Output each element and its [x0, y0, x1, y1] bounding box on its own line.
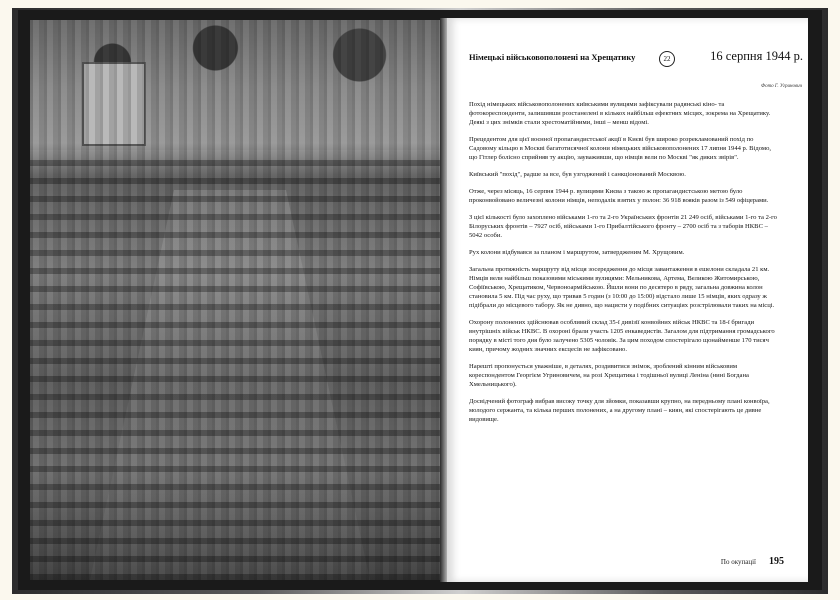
paragraph: Прецедентом для цієї воєнної пропагандистської акції в Києві був широко розрекламований похід по Садовому кільцю в Москві багатотисячної колони німецьких військовополонених 17 липня 1944 р. Відомо, що Гітлер болісно сприйняв ту акцію, зауваживши, що німців вели по Москві "як диких звірів". [469, 136, 772, 161]
page-header [469, 49, 803, 68]
text-page [447, 18, 808, 582]
photo-credit: Фото Г. Угринович [761, 84, 802, 89]
paragraph: Похід німецьких військовополонених київськими вулицями зафіксували радянські кіно- та фотокореспонденти, залишивши розстанелені в кількох найбільш ефектних місцях, зокрема на Хрещатику. Деякі з цих знімків стали хрестоматійними, інші – менш відомі. [469, 101, 771, 126]
paragraph: Досвідчений фотограф вибрав високу точку для зйомки, показавши крупно, на передньому плані конвоїра, молодого сержанта, та кілька перших полонених, а на другому плані – киян, які спостерігають це дивне видовище. [469, 398, 770, 423]
paragraph: Київський "похід", радше за все, був узгоджений і санкціонований Москвою. [469, 171, 686, 178]
paragraph: Загальна протяжність маршруту від місця зосередження до місця завантаження в ешелони складала 21 км. Німців вели найбільш показовими міськими вулицями: Мельникова, Артема, Великою Житомирською, Софіївською, Хрещатиком, Червоноармійською. Йшли вони по десятеро в ряду, загальна довжина колон становила 5 км. Під час руху, що тривав 5 годин (з 10:00 до 15:00) відстало лише 15 німців, яких одразу ж підібрали до місцевого табору. Як не дивно, що нацисти у подібних ситуаціях розстрілювали таких на місці. [469, 266, 775, 309]
article-body [469, 100, 781, 432]
page-footer [447, 556, 808, 570]
paragraph: З цієї кількості було захоплено військами 1-го та 2-го Українських фронтів 21 249 осіб, військами 1-го та 2-го Білоруських фронтів – 7927 осіб, військами 1-го Прибалтійського фронту – 2700 осіб та з таборів НКВС – 5042 особи. [469, 214, 777, 239]
paragraph: Нарешті пропонується уважніше, в деталях, роздивитися знімок, зроблений кінним військовим кореспондентом Георгієм Угриновичем, на розі Хрещатика і тодішньої вулиці Леніна (нині Богдана Хмельницького). [469, 363, 749, 388]
entry-number-badge: 22 [659, 51, 675, 67]
paragraph: Охорону полонених здійснював особливий склад 35-ї дивізії конвойних військ НКВС та 18-ї бригади внутрішніх військ НКВС. В охороні брали участь 1205 енкаведистів. Загалом для підтримання громадського порядку в місті того дня було залучено 5305 чоловік. За цим походом спостерігало щонайменше 170 тисяч киян, причому жодних значних ексцесів не зафіксовано. [469, 319, 775, 353]
paragraph: Отже, через місяць, 16 серпня 1944 р. вулицями Києва з такою ж пропагандистською метою було проконвойовано величезні колони німців, неподалік взятих у полон: 36 918 вояків разом із 549 офіцерами. [469, 188, 769, 204]
photo-texture [30, 20, 442, 580]
paragraph: Рух колони відбувався за планом і маршрутом, затвердженим М. Хрущовим. [469, 249, 685, 256]
chapter-title: Німецькі військовополонені на Хрещатику [469, 52, 636, 62]
entry-date: 16 серпня 1944 р. [710, 49, 803, 63]
historical-photo [30, 20, 442, 580]
page-number: 195 [769, 556, 784, 567]
section-label: По окупації [720, 558, 756, 566]
